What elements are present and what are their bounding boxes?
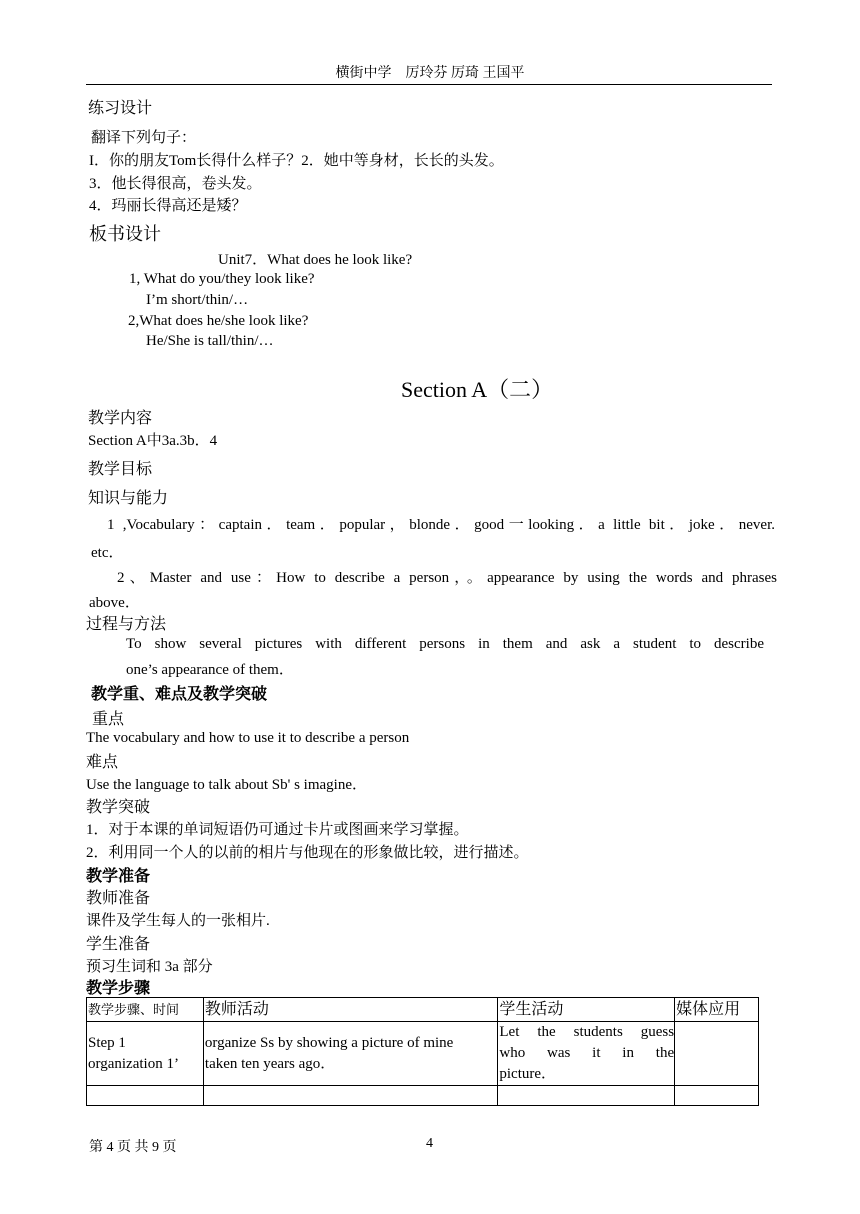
content-text: Section A中3a.3b．4 bbox=[88, 433, 218, 449]
practice-instruction: 翻译下列句子： bbox=[91, 130, 197, 146]
teacher-prep-label: 教师准备 bbox=[86, 890, 151, 907]
preparation-heading: 教学准备 bbox=[86, 868, 151, 885]
board-answer-2: He/She is tall/thin/… bbox=[146, 333, 274, 349]
process-label: 过程与方法 bbox=[86, 616, 167, 633]
vocabulary-line-2: etc． bbox=[91, 545, 124, 561]
empty-cell bbox=[498, 1086, 675, 1106]
student-prep-text: 预习生词和 3a 部分 bbox=[86, 959, 213, 975]
breakthrough-label: 教学突破 bbox=[86, 799, 151, 816]
header-student-activity: 学生活动 bbox=[498, 998, 675, 1022]
board-title: Unit7．What does he look like? bbox=[218, 252, 413, 268]
empty-cell bbox=[675, 1086, 759, 1106]
footer-page-number: 4 bbox=[426, 1136, 433, 1151]
key-point-text: The vocabulary and how to use it to describe a person bbox=[86, 730, 410, 746]
goals-label: 教学目标 bbox=[88, 461, 153, 478]
step-line-1: Step 1 bbox=[88, 1034, 126, 1051]
content-label: 教学内容 bbox=[88, 410, 153, 427]
table-header-row bbox=[87, 998, 759, 1022]
table-row bbox=[87, 1022, 759, 1086]
practice-line-3: 4．玛丽长得高还是矮？ bbox=[89, 198, 247, 214]
keys-heading: 教学重、难点及教学突破 bbox=[91, 686, 268, 703]
header-rule bbox=[86, 84, 772, 85]
table-row bbox=[87, 1086, 759, 1106]
page-header: 横街中学 厉玲芬 厉琦 王国平 bbox=[335, 66, 525, 81]
footer-page-info: 第 4 页 共 9 页 bbox=[89, 1140, 177, 1155]
practice-line-1: I．你的朋友Tom长得什么样子？2．她中等身材，长长的头发。 bbox=[89, 153, 504, 169]
teacher-activity-line-2: taken ten years ago． bbox=[204, 1055, 336, 1072]
board-question-1: 1, What do you/they look like? bbox=[129, 271, 315, 287]
section-title: Section A（二） bbox=[401, 377, 554, 402]
difficult-point-label: 难点 bbox=[86, 754, 119, 771]
teacher-activity-cell bbox=[203, 1022, 497, 1086]
vocabulary-line-1: 1 ,Vocabulary：captain．team．popular，blonde．good一looking．a little bit．joke．never. bbox=[107, 517, 775, 533]
student-activity-cell bbox=[498, 1022, 675, 1086]
process-line-2: one’s appearance of them． bbox=[126, 662, 294, 678]
master-line-2: above． bbox=[89, 595, 140, 611]
process-line-1: To show several pictures with different persons in them and ask a student to describe bbox=[126, 636, 764, 652]
header-teacher-activity: 教师活动 bbox=[203, 998, 497, 1022]
teacher-activity-line-1: organize Ss by showing a picture of mine bbox=[204, 1034, 454, 1051]
empty-cell bbox=[203, 1086, 497, 1106]
breakthrough-line-1: 1．对于本课的单词短语仍可通过卡片或图画来学习掌握。 bbox=[86, 822, 469, 838]
board-question-2: 2,What does he/she look like? bbox=[128, 313, 309, 329]
practice-heading: 练习设计 bbox=[88, 100, 153, 117]
empty-cell bbox=[87, 1086, 204, 1106]
steps-heading: 教学步骤 bbox=[86, 980, 151, 997]
difficult-point-text: Use the language to talk about Sb' s imagine． bbox=[86, 777, 367, 793]
header-media: 媒体应用 bbox=[675, 998, 759, 1022]
practice-line-2: 3．他长得很高，卷头发。 bbox=[89, 176, 262, 192]
knowledge-label: 知识与能力 bbox=[88, 490, 169, 507]
board-answer-1: I’m short/thin/… bbox=[146, 292, 249, 308]
master-line-1: 2、Master and use：How to describe a person，。appearance by using the words and phrases bbox=[117, 570, 777, 586]
student-activity-line-1: Let the students guess bbox=[499, 1024, 675, 1040]
student-prep-label: 学生准备 bbox=[86, 936, 151, 953]
media-cell bbox=[675, 1022, 759, 1086]
step-line-2: organization 1’ bbox=[88, 1055, 179, 1072]
board-heading: 板书设计 bbox=[89, 224, 161, 244]
student-activity-line-3: picture． bbox=[499, 1066, 557, 1082]
step-cell bbox=[87, 1022, 204, 1086]
breakthrough-line-2: 2．利用同一个人的以前的相片与他现在的形象做比较，进行描述。 bbox=[86, 845, 529, 861]
teaching-steps-table bbox=[86, 997, 759, 1106]
student-activity-line-2: who was it in the bbox=[499, 1045, 675, 1061]
key-point-label: 重点 bbox=[92, 711, 125, 728]
teacher-prep-text: 课件及学生每人的一张相片. bbox=[86, 913, 270, 929]
header-steps-time: 教学步骤、时间 bbox=[87, 998, 204, 1022]
